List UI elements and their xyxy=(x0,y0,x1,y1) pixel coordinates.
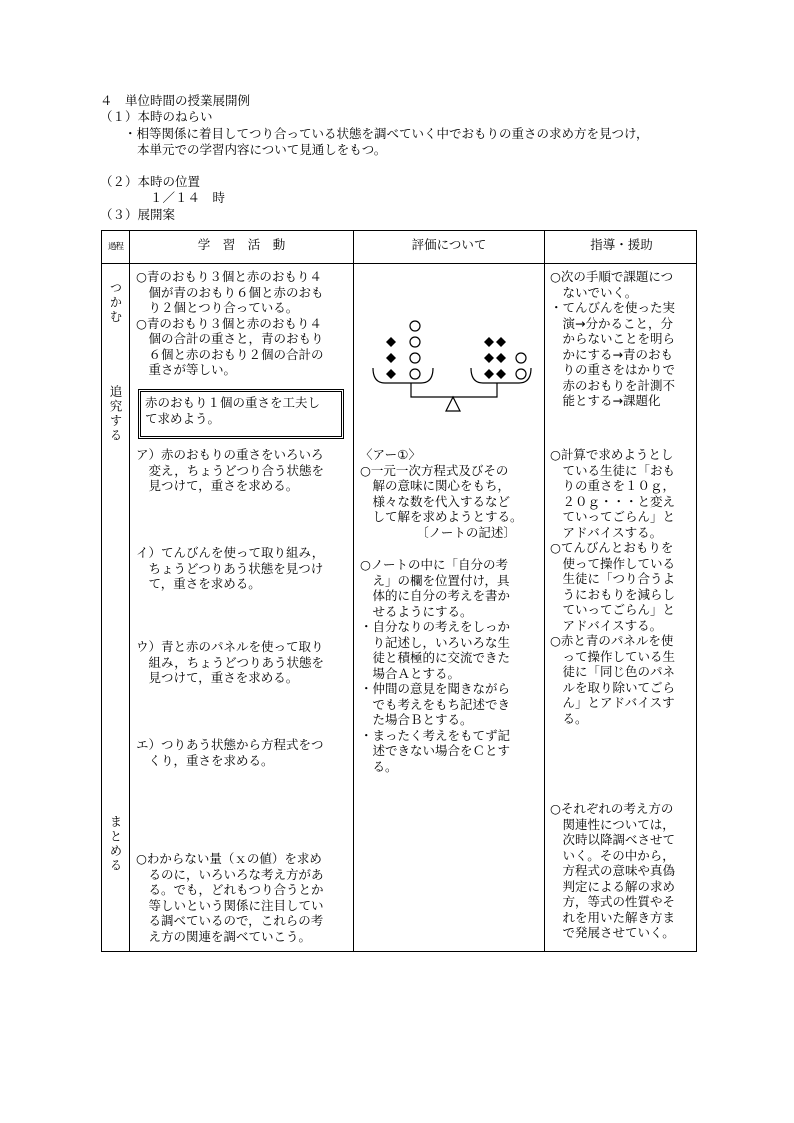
stage-grasp: つかむ xyxy=(108,281,123,325)
plan-title: （３）展開案 xyxy=(100,207,176,222)
activity-a: ア）赤のおもりの重さをいろいろ 変え，ちょうどつり合う状態を 見つけて，重さを求める。 xyxy=(136,447,325,493)
header-stage: 過程 xyxy=(107,242,123,252)
activity-intro: ○青のおもり３個と赤のおもり４ 個が青のおもり６個と赤のおも り２個とつり合っている。 ○青のおもり３個と赤のおもり４ 個の合計の重さと，青のおもり ６個と赤のおもり２個の合計の 重さが等しい。 xyxy=(136,269,324,377)
lesson-plan-table xyxy=(101,230,697,952)
lesson-goal-box: 赤のおもり１個の重さを工夫し て求めよう。 xyxy=(138,389,344,439)
position-value: １／１４ 時 xyxy=(150,190,226,205)
header-guidance: 指導・援助 xyxy=(590,237,653,252)
evaluation-a: 〈アー①〉 ○一元一次方程式及びその 解の意味に関心をもち， 様々な数を代入するなど して解を求めようとする。 〔ノートの記述〕 xyxy=(360,447,523,540)
activity-i: イ）てんびんを使って取り組み， ちょうどつりあう状態を見つけ て，重さを求める。 xyxy=(136,545,325,591)
guidance-support: ○計算で求めようとし ている生徒に「おも りの重さを１０ｇ， ２０ｇ・・・と変え ていってごらん」と アドバイスする。 ○てんびんとおもりを 使って操作している 生徒に「つり合うよ うにおもりを減らし ていってごらん」と アドバイスする。 ○赤と青のパネルを使 って操作している生 徒に「同じ色のパネ ルを取り除いてごら ん」とアドバイスす る。 xyxy=(550,447,676,726)
guidance-summary: ○それぞれの考え方の 関連性については， 次時以降調べさせて いく。その中から， 方程式の意味や真偽 判定による解の求め 方，等式の性質やそ れを用いた解き方ま で発展させていく。 xyxy=(550,801,676,940)
guidance-intro: ○次の手順で課題につ ないでいく。 ・てんびんを使った実 演→分かること，分 からないことを明ら かにする→青のおも りの重さをはかりで 赤のおもりを計測不 能とする→課題化 xyxy=(550,269,676,408)
stage-investigate: 追究する xyxy=(108,385,123,443)
activity-u: ウ）青と赤のパネルを使って取り 組み，ちょうどつりあう状態を 見つけて，重さを求める。 xyxy=(136,639,325,685)
section-heading: ４ 単位時間の授業展開例 xyxy=(100,93,251,108)
activity-e: エ）つりあう状態から方程式をつ くり，重さを求める。 xyxy=(136,737,324,768)
evaluation-criteria: ○ノートの中に「自分の考 え」の欄を位置付け，具 体的に自分の考えを書か せるようにする。 ・自分なりの考えをしっか り記述し，いろいろな生 徒と積極的に交流できた 場合Ａとする。 ・仲間の意見を聞きながら でも考えをもち記述でき た場合Ｂとする。 ・まったく考えをもてず記 述できない場合をＣとす る。 xyxy=(360,557,511,774)
stage-summarize: まとめる xyxy=(108,815,123,873)
position-title: （２）本時の位置 xyxy=(100,174,201,189)
activity-summary: ○わからない量（ｘの値）を求め るのに，いろいろな考え方があ る。でも，どれもつり合うとか 等しいという関係に注目してい る調べているので，これらの考 え方の関連を調べていこう。 xyxy=(136,851,324,944)
aim-line-1: ・相等関係に着目してつり合っている状態を調べていく中でおもりの重さの求め方を見つけ， xyxy=(124,126,649,141)
header-evaluation: 評価について xyxy=(411,237,487,252)
header-activity: 学 習 活 動 xyxy=(197,237,286,252)
aim-title: （１）本時のねらい xyxy=(100,109,213,124)
aim-line-2: 本単元での学習内容について見通しをもつ。 xyxy=(137,142,387,157)
balance-scale-diagram xyxy=(367,317,537,417)
